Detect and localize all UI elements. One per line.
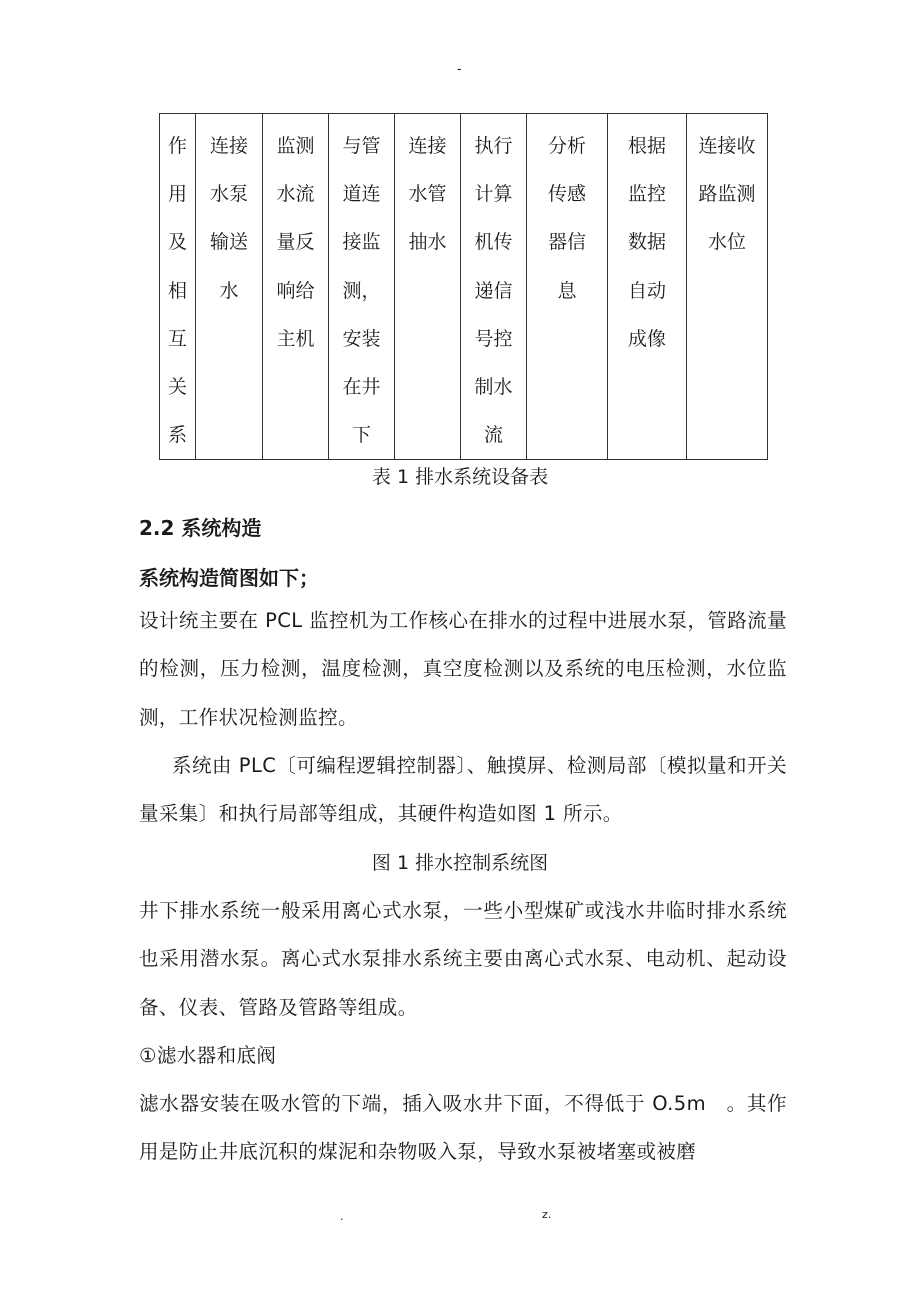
table-cell: 作用及相互关系 <box>160 114 196 460</box>
footer-right: z. <box>542 1208 552 1221</box>
table-cell: 监测水流量反响给主机 <box>263 114 329 460</box>
table-row <box>160 114 768 460</box>
table-cell: 连接收路监测水位 <box>687 114 768 460</box>
list-item: ①滤水器和底阀 <box>139 1044 277 1067</box>
figure-caption: 图 1 排水控制系统图 <box>371 852 549 874</box>
table-cell: 连接水管抽水 <box>395 114 461 460</box>
paragraph-4: 滤水器安装在吸水管的下端，插入吸水井下面，不得低于 O.5m 。其作用是防止井底沉积的煤泥和杂物吸入泵，导致水泵被堵塞或被磨 <box>139 1092 787 1164</box>
section-heading: 2.2 系统构造 <box>139 516 262 540</box>
paragraph-1: 设计统主要在 PCL 监控机为工作核心在排水的过程中进展水泵，管路流量的检测，压力检测，温度检测，真空度检测以及系统的电压检测，水位监测，工作状况检测监控。 <box>139 609 787 729</box>
header-mark: - <box>457 62 462 77</box>
table-cell: 与管道连接监测，安装在井下 <box>329 114 395 460</box>
paragraph-2: 系统由 PLC〔可编程逻辑控制器〕、触摸屏、检测局部〔模拟量和开关量采集〕和执行局部等组成，其硬件构造如图 1 所示。 <box>139 754 787 826</box>
table-caption: 表 1 排水系统设备表 <box>371 466 549 488</box>
equipment-table <box>159 113 768 460</box>
paragraph-3: 井下排水系统一般采用离心式水泵，一些小型煤矿或浅水井临时排水系统也采用潜水泵。离心式水泵排水系统主要由离心式水泵、电动机、起动设备、仪表、管路及管路等组成。 <box>139 899 787 1019</box>
table-cell: 分析传感器信息 <box>527 114 608 460</box>
footer-left: . <box>340 1210 344 1223</box>
table-cell: 连接水泵输送水 <box>196 114 263 460</box>
table-cell: 根据监控数据自动成像 <box>608 114 687 460</box>
sub-heading: 系统构造简图如下； <box>139 566 319 590</box>
table-cell: 执行计算机传递信号控制水流 <box>461 114 527 460</box>
